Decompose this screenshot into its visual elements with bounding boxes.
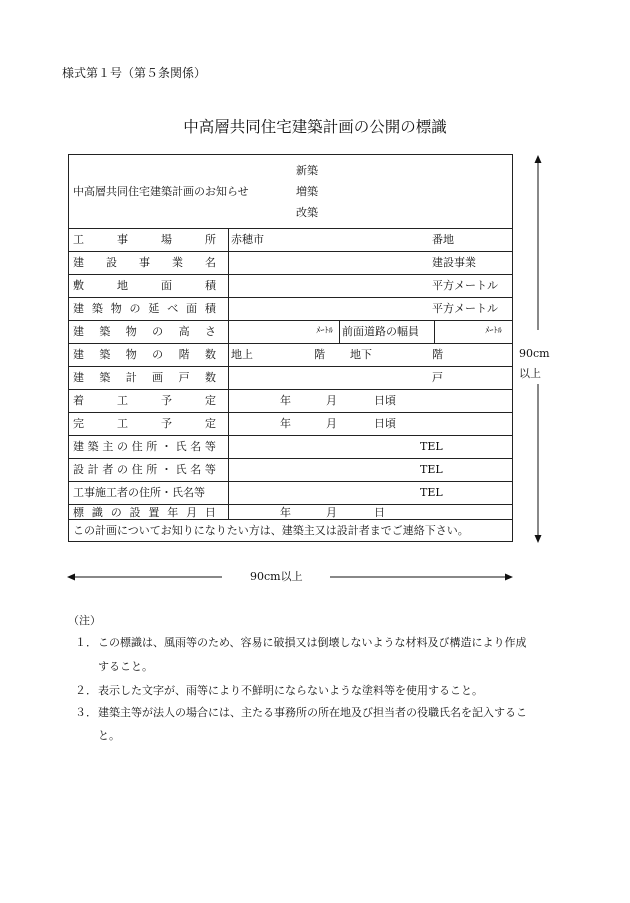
- start-month: 月: [326, 394, 337, 407]
- row-label-site-area: 敷 地 面 積: [73, 279, 216, 292]
- height-unit: ﾒｰﾄﾙ: [316, 326, 334, 336]
- note-1-text-cont: すること。: [98, 660, 153, 673]
- row-label-posting-date: 標 識 の 設 置 年 月 日: [73, 506, 216, 519]
- posting-year: 年: [280, 506, 291, 519]
- row-label-owner: 建 築 主 の 住 所 ・ 氏 名 等: [73, 440, 216, 453]
- stories-above-label: 地上: [231, 348, 253, 361]
- width-dimension-label: 90cm以上: [250, 570, 303, 583]
- completion-day: 日頃: [374, 417, 396, 430]
- note-2-number: ２．: [75, 684, 97, 697]
- note-1-number: １．: [75, 636, 97, 649]
- contractor-tel: TEL: [420, 486, 443, 499]
- row-label-stories: 建 築 物 の 階 数: [73, 348, 216, 361]
- row-label-designer: 設 計 者 の 住 所 ・ 氏 名 等: [73, 463, 216, 476]
- start-day: 日頃: [374, 394, 396, 407]
- row-label-site: 工 事 場 所: [73, 233, 216, 246]
- notice-title: 中高層共同住宅建築計画のお知らせ: [73, 185, 249, 198]
- row-label-completion: 完 工 予 定: [73, 417, 216, 430]
- note-3-number: ３．: [75, 706, 97, 719]
- note-1-text: この標識は、風雨等のため、容易に破損又は倒壊しないような材料及び構造により作成: [98, 636, 527, 649]
- row-label-start: 着 工 予 定: [73, 394, 216, 407]
- stories-below-label: 地下: [350, 348, 372, 361]
- floor-area-unit: 平方メートル: [432, 302, 498, 315]
- road-width-unit: ﾒｰﾄﾙ: [485, 326, 503, 336]
- height-dimension-suffix: 以上: [519, 367, 541, 380]
- posting-month: 月: [326, 506, 337, 519]
- road-width-label: 前面道路の幅員: [342, 325, 419, 338]
- note-3-text-cont: と。: [98, 729, 120, 742]
- site-suffix: 番地: [432, 233, 454, 246]
- note-3-text: 建築主等が法人の場合には、主たる事務所の所在地及び担当者の役職氏名を記入するこ: [98, 706, 527, 719]
- stories-above-unit: 階: [314, 348, 325, 361]
- stories-below-unit: 階: [432, 348, 443, 361]
- owner-tel: TEL: [420, 440, 443, 453]
- height-dimension-label: 90cm: [519, 347, 550, 360]
- site-city: 赤穂市: [231, 233, 264, 246]
- designer-tel: TEL: [420, 463, 443, 476]
- completion-month: 月: [326, 417, 337, 430]
- completion-year: 年: [280, 417, 291, 430]
- row-label-units: 建 築 計 画 戸 数: [73, 371, 216, 384]
- build-type-renovation: 改築: [296, 206, 318, 219]
- site-area-unit: 平方メートル: [432, 279, 498, 292]
- project-name-suffix: 建設事業: [432, 256, 476, 269]
- units-suffix: 戸: [432, 371, 443, 384]
- row-label-contractor: 工事施工者の住所・氏名等: [73, 486, 205, 499]
- sign-footer-note: この計画についてお知りになりたい方は、建築主又は設計者までご連絡下さい。: [73, 524, 469, 537]
- row-label-floor-area: 建 築 物 の 延 べ 面 積: [73, 302, 216, 315]
- notes-heading: （注）: [68, 614, 101, 627]
- build-type-new: 新築: [296, 164, 318, 177]
- build-type-extension: 増築: [296, 185, 318, 198]
- form-number-label: 様式第１号（第５条関係）: [62, 66, 207, 80]
- document-title: 中高層共同住宅建築計画の公開の標識: [183, 118, 447, 136]
- start-year: 年: [280, 394, 291, 407]
- row-label-project-name: 建 設 事 業 名: [73, 256, 216, 269]
- posting-day: 日: [374, 506, 385, 519]
- note-2-text: 表示した文字が、雨等により不鮮明にならないような塗料等を使用すること。: [98, 684, 483, 697]
- row-label-height: 建 築 物 の 高 さ: [73, 325, 216, 338]
